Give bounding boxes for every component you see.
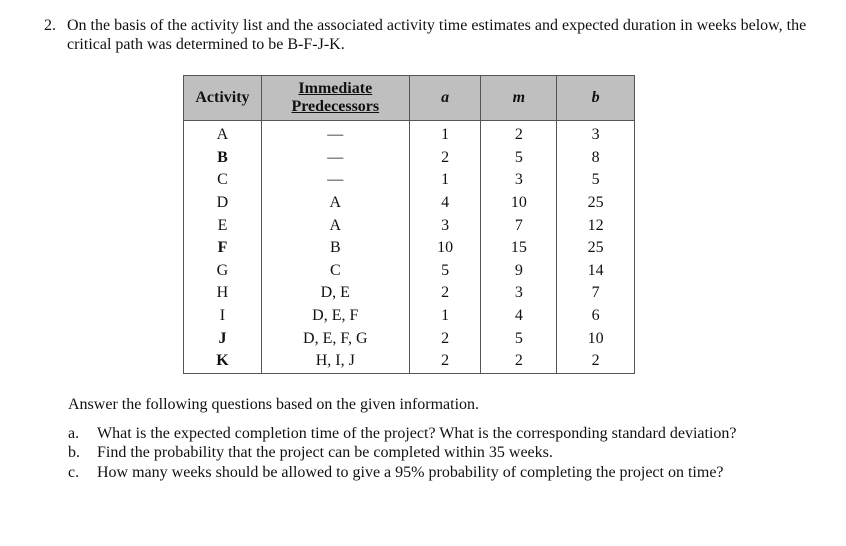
cell-b: 6 [557,305,635,328]
cell-b: 3 [557,121,635,147]
table-row [184,327,635,350]
cell-b: 5 [557,169,635,192]
subquestion-text: How many weeks should be allowed to give a 95% probability of completing the project on time? [97,464,724,481]
cell-m: 15 [481,237,557,260]
cell-a: 2 [409,327,481,350]
header-activity: Activity [184,76,262,121]
header-predecessors [261,76,409,121]
cell-b: 7 [557,282,635,305]
cell-m: 5 [481,327,557,350]
cell-pred: — [261,169,409,192]
table-row [184,305,635,328]
header-b: b [557,76,635,121]
subquestion-text: Find the probability that the project can be completed within 35 weeks. [97,444,553,461]
cell-a: 1 [409,121,481,147]
cell-m: 3 [481,169,557,192]
cell-activity: A [184,121,262,147]
cell-b: 8 [557,147,635,170]
subquestion-label: c. [68,464,80,481]
cell-b: 2 [557,350,635,373]
cell-a: 2 [409,282,481,305]
table-row [184,169,635,192]
cell-m: 5 [481,147,557,170]
table-row [184,192,635,215]
cell-a: 2 [409,350,481,373]
table-row [184,121,635,147]
answer-intro: Answer the following questions based on the given information. [68,396,480,413]
cell-m: 10 [481,192,557,215]
cell-b: 12 [557,214,635,237]
table-row [184,214,635,237]
cell-a: 2 [409,147,481,170]
cell-pred: A [261,214,409,237]
cell-m: 3 [481,282,557,305]
subquestion-label: b. [68,444,80,461]
cell-m: 2 [481,350,557,373]
cell-a: 1 [409,169,481,192]
cell-activity: G [184,260,262,283]
cell-m: 7 [481,214,557,237]
cell-pred: — [261,121,409,147]
cell-a: 3 [409,214,481,237]
table-row [184,237,635,260]
cell-activity: E [184,214,262,237]
cell-b: 14 [557,260,635,283]
table-row [184,260,635,283]
cell-b: 25 [557,237,635,260]
cell-activity: K [184,350,262,373]
cell-pred: B [261,237,409,260]
cell-b: 25 [557,192,635,215]
cell-activity: C [184,169,262,192]
table-row [184,147,635,170]
header-m: m [481,76,557,121]
cell-a: 4 [409,192,481,215]
cell-pred: A [261,192,409,215]
question-number: 2. [44,17,56,34]
cell-activity: D [184,192,262,215]
header-pred-line2: Predecessors [291,98,380,115]
cell-activity: J [184,327,262,350]
header-pred-line1: Immediate [298,80,373,97]
activity-table [183,75,635,374]
question-text: On the basis of the activity list and the associated activity time estimates and expected duration in weeks below, the critical path was determined to be B-F-J-K. [67,17,807,53]
cell-pred: D, E, F, G [261,327,409,350]
cell-a: 1 [409,305,481,328]
cell-activity: I [184,305,262,328]
table-row [184,350,635,373]
table-header-row [184,76,635,121]
cell-b: 10 [557,327,635,350]
cell-m: 4 [481,305,557,328]
cell-activity: B [184,147,262,170]
cell-pred: — [261,147,409,170]
table-row [184,282,635,305]
cell-pred: D, E, F [261,305,409,328]
subquestion-label: a. [68,425,80,442]
cell-pred: D, E [261,282,409,305]
cell-m: 2 [481,121,557,147]
cell-m: 9 [481,260,557,283]
cell-a: 10 [409,237,481,260]
cell-activity: F [184,237,262,260]
cell-activity: H [184,282,262,305]
subquestion-text: What is the expected completion time of the project? What is the corresponding standard deviation? [97,425,737,442]
cell-pred: H, I, J [261,350,409,373]
header-a: a [409,76,481,121]
cell-a: 5 [409,260,481,283]
cell-pred: C [261,260,409,283]
